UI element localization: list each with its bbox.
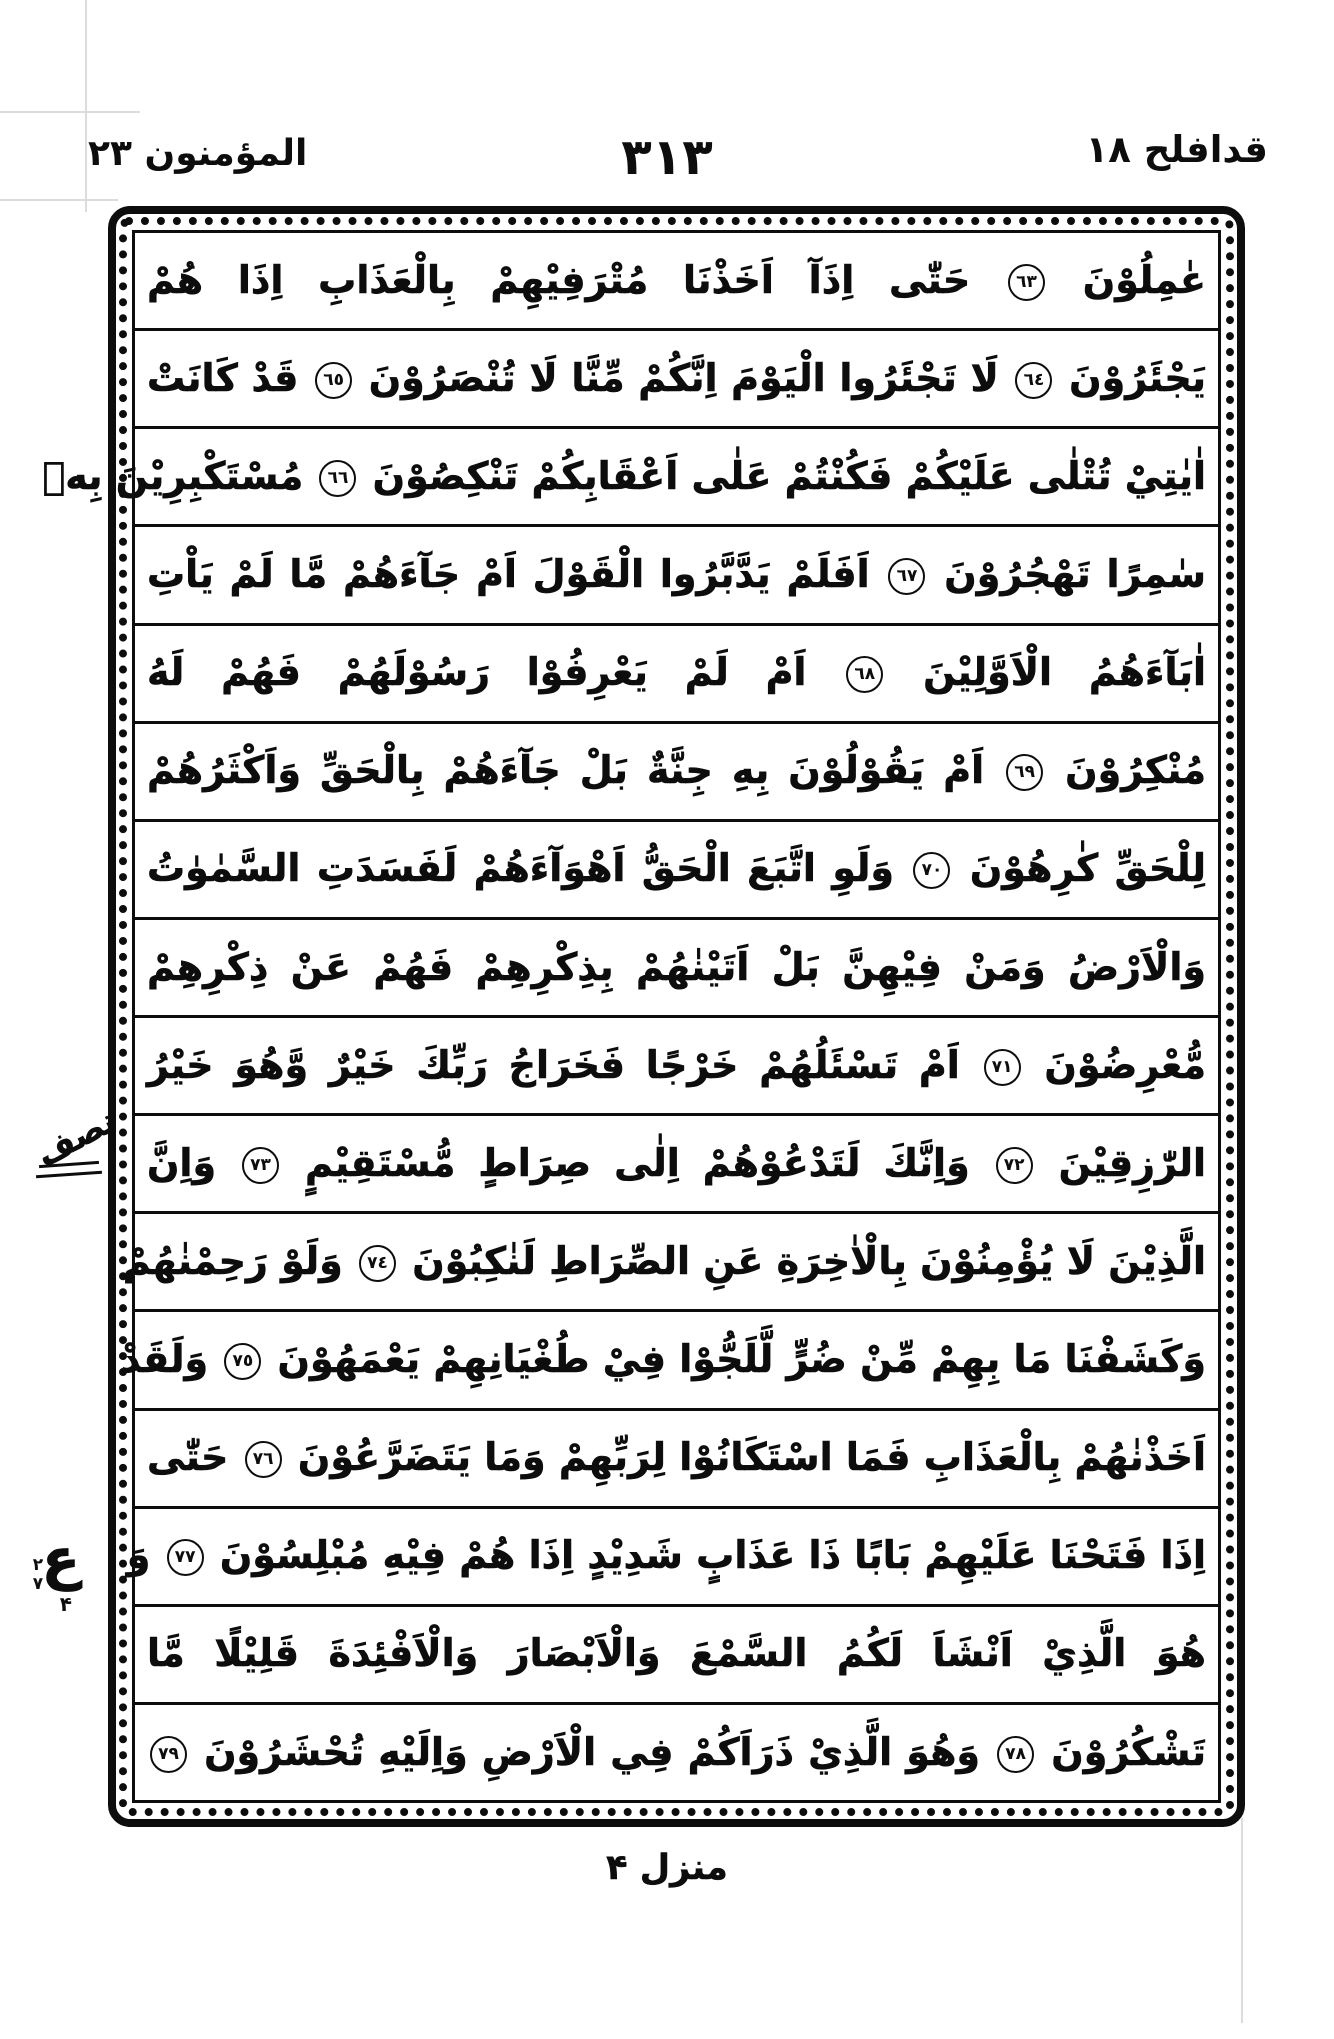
ayah-number-badge: ٦٤ — [1015, 362, 1052, 399]
ayah-number-badge: ٦٣ — [1008, 264, 1045, 301]
manzil-label: منزل ۴ — [606, 1848, 728, 1888]
half-hizb-marker-word: نصف — [29, 1100, 123, 1175]
quran-line-13 — [135, 1411, 1218, 1509]
ayah-number-badge: ٧٩ — [150, 1736, 187, 1773]
ayah-number-badge: ٧٤ — [359, 1245, 396, 1282]
ayah-number-badge: ٧٨ — [997, 1736, 1034, 1773]
quran-line-text: اٰبَآءَهُمُ الْاَوَّلِيْنَ ٦٨ اَمْ لَمْ يَعْرِفُوْا رَسُوْلَهُمْ فَهُمْ لَهُ — [147, 650, 1207, 695]
ayah-number-badge: ٧٣ — [242, 1147, 279, 1184]
quran-line-text: تَشْكُرُوْنَ ٧٨ وَهُوَ الَّذِيْ ذَرَاَكُمْ فِي الْاَرْضِ وَاِلَيْهِ تُحْشَرُوْنَ ٧٩ — [147, 1731, 1206, 1775]
quran-line-3 — [42, 429, 1218, 527]
quran-line-8 — [135, 920, 1218, 1018]
quran-line-text: عٰمِلُوْنَ ٦٣ حَتّٰى اِذَآ اَخَذْنَا مُتْرَفِيْهِمْ بِالْعَذَابِ اِذَا هُمْ — [147, 257, 1206, 302]
quran-line-1 — [135, 233, 1218, 331]
ruku-ayah-count: ٢٧ — [32, 1555, 44, 1594]
ruku-ain-letter: ع — [41, 1527, 80, 1592]
ayah-number-badge: ٧٠ — [913, 852, 950, 889]
ayah-number-badge: ٧٦ — [245, 1441, 282, 1478]
quran-line-5 — [135, 626, 1218, 724]
quran-line-text: الرّٰزِقِيْنَ ٧٢ وَاِنَّكَ لَتَدْعُوْهُمْ اِلٰى صِرَاطٍ مُّسْتَقِيْمٍ ٧٣ وَاِنَّ — [147, 1140, 1206, 1185]
quran-line-text: مُنْكِرُوْنَ ٦٩ اَمْ يَقُوْلُوْنَ بِهِ جِنَّةٌ بَلْ جَآءَهُمْ بِالْحَقِّ وَاَكْثَرُهُمْ — [147, 748, 1207, 793]
ayah-number-badge: ٦٨ — [846, 656, 883, 693]
quran-line-text: هُوَ الَّذِيْ اَنْشَاَ لَكُمُ السَّمْعَ وَالْاَبْصَارَ وَالْاَفْئِدَةَ قَلِيْلًا مَّا — [147, 1631, 1206, 1676]
quran-line-15 — [135, 1607, 1218, 1705]
ayah-number-badge: ٦٥ — [315, 362, 352, 399]
quran-line-text: وَكَشَفْنَا مَا بِهِمْ مِّنْ ضُرٍّ لَّلَجُّوْا فِيْ طُغْيَانِهِمْ يَعْمَهُوْنَ ٧٥ وَلَقَدْ — [120, 1337, 1206, 1382]
ayah-number-badge: ٦٧ — [888, 558, 925, 595]
juz-label: قدافلح ١٨ — [1085, 128, 1268, 171]
quran-line-10 — [135, 1116, 1218, 1214]
quran-line-6 — [135, 724, 1218, 822]
quran-line-4 — [135, 527, 1218, 625]
ayah-number-badge: ٧٢ — [996, 1147, 1033, 1184]
quran-line-text: اِذَا فَتَحْنَا عَلَيْهِمْ بَابًا ذَا عَذَابٍ شَدِيْدٍ اِذَا هُمْ فِيْهِ مُبْلِسُوْنَ ٧٧ وَ — [126, 1533, 1206, 1578]
quran-line-7 — [135, 822, 1218, 920]
ayah-number-badge: ٦٦ — [319, 460, 356, 497]
half-hizb-marker — [29, 1100, 123, 1176]
quran-line-text: يَجْئَرُوْنَ ٦٤ لَا تَجْئَرُوا الْيَوْمَ اِنَّكُمْ مِّنَّا لَا تُنْصَرُوْنَ ٦٥ قَدْ كَانَتْ — [147, 355, 1206, 400]
ruku-number: ۴ — [59, 1592, 72, 1616]
scan-grid-line-horizontal-top — [0, 111, 140, 113]
quran-line-text: مُّعْرِضُوْنَ ٧١ اَمْ تَسْئَلُهُمْ خَرْجًا فَخَرَاجُ رَبِّكَ خَيْرٌ وَّهُوَ خَيْرُ — [147, 1042, 1206, 1087]
quran-line-text: لِلْحَقِّ كٰرِهُوْنَ ٧٠ وَلَوِ اتَّبَعَ الْحَقُّ اَهْوَآءَهُمْ لَفَسَدَتِ السَّمٰوٰتُ — [147, 846, 1206, 891]
quran-line-text: اٰيٰتِيْ تُتْلٰى عَلَيْكُمْ فَكُنْتُمْ عَلٰى اَعْقَابِكُمْ تَنْكِصُوْنَ ٦٦ مُسْتَكْبِرِيْنَ بِهٖ — [42, 453, 1206, 498]
quran-line-text: وَالْاَرْضُ وَمَنْ فِيْهِنَّ بَلْ اَتَيْنٰهُمْ بِذِكْرِهِمْ فَهُمْ عَنْ ذِكْرِهِمْ — [147, 944, 1206, 989]
quran-line-11 — [122, 1214, 1218, 1312]
page-number: ٣١٣ — [621, 128, 713, 186]
surah-label: المؤمنون ٢٣ — [88, 133, 308, 174]
ayah-number-badge: ٧١ — [984, 1049, 1021, 1086]
ayah-number-badge: ٦٩ — [1006, 754, 1043, 791]
ayah-number-badge: ٧٧ — [167, 1539, 204, 1576]
quran-line-text: الَّذِيْنَ لَا يُؤْمِنُوْنَ بِالْاٰخِرَةِ عَنِ الصِّرَاطِ لَنٰكِبُوْنَ ٧٤ وَلَوْ رَحِمْنٰهُمْ — [122, 1238, 1206, 1283]
ruku-marker — [32, 1527, 80, 1620]
quran-line-14 — [126, 1509, 1218, 1607]
quran-line-12 — [120, 1312, 1218, 1410]
ayah-number-badge: ٧٥ — [224, 1343, 261, 1380]
quran-line-16 — [135, 1705, 1218, 1800]
quran-line-text: سٰمِرًا تَهْجُرُوْنَ ٦٧ اَفَلَمْ يَدَّبَّرُوا الْقَوْلَ اَمْ جَآءَهُمْ مَّا لَمْ يَاْتِ — [147, 552, 1206, 597]
quran-line-2 — [135, 331, 1218, 429]
quran-line-text: اَخَذْنٰهُمْ بِالْعَذَابِ فَمَا اسْتَكَانُوْا لِرَبِّهِمْ وَمَا يَتَضَرَّعُوْنَ ٧٦ حَتّٰى — [147, 1435, 1206, 1480]
quran-line-9 — [135, 1018, 1218, 1116]
scan-grid-line-horizontal-frame-top — [0, 199, 118, 201]
